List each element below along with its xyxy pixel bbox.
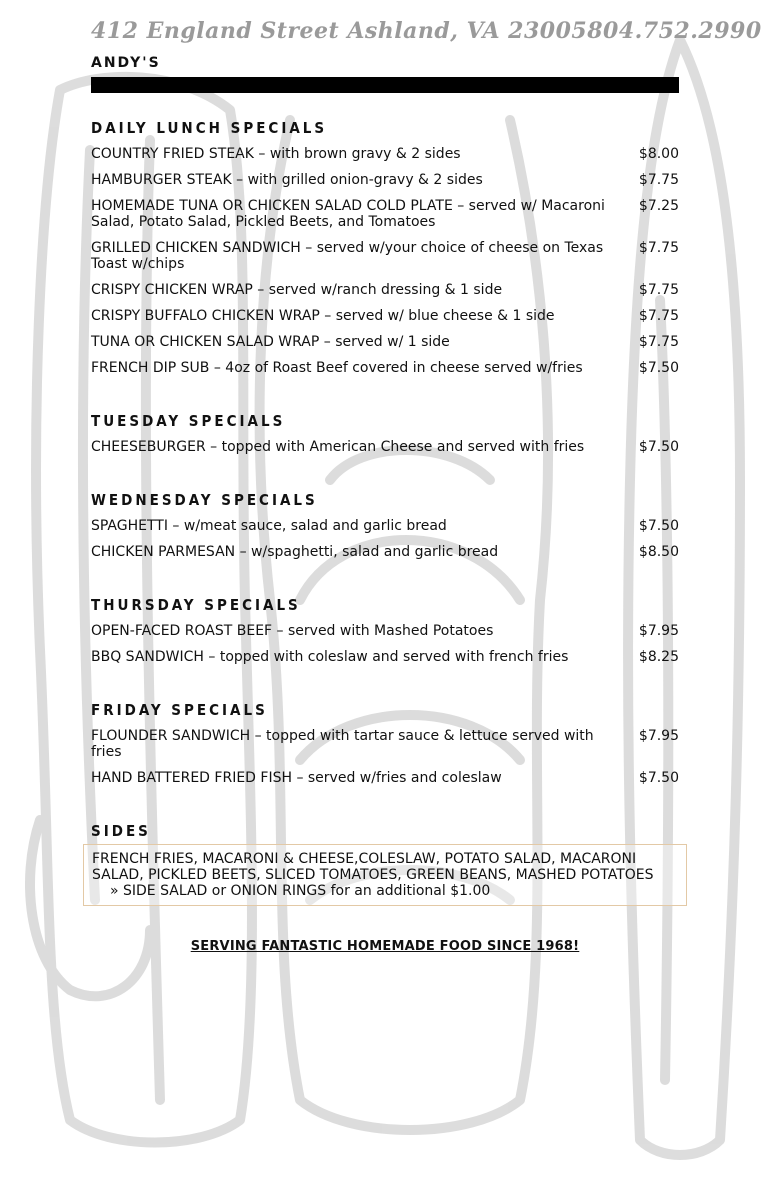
section-sides (91, 822, 679, 906)
item-description: HAND BATTERED FRIED FISH – served w/fries and coleslaw (91, 770, 502, 786)
section-title: TUESDAY SPECIALS (91, 412, 286, 430)
sides-box (83, 844, 687, 906)
item-price: $7.95 (638, 623, 679, 639)
footer-tagline: SERVING FANTASTIC HOMEMADE FOOD SINCE 1968! (190, 939, 580, 954)
item-price: $8.50 (638, 544, 679, 560)
item-description: SPAGHETTI – w/meat sauce, salad and garlic bread (91, 518, 447, 534)
item-description: GRILLED CHICKEN SANDWICH – served w/your choice of cheese on Texas Toast w/chips (91, 240, 604, 272)
item-price: $7.50 (638, 518, 679, 534)
menu-item (91, 770, 679, 786)
section-title: DAILY LUNCH SPECIALS (91, 119, 328, 137)
brand-name: ANDY'S (91, 55, 161, 71)
menu-item (91, 240, 679, 272)
section-daily-lunch (91, 119, 679, 376)
item-price: $7.75 (638, 172, 679, 188)
item-description: TUNA OR CHICKEN SALAD WRAP – served w/ 1 side (91, 334, 450, 350)
menu-item (91, 146, 679, 162)
menu-item (91, 360, 679, 376)
header-divider (91, 77, 679, 93)
item-description: BBQ SANDWICH – topped with coleslaw and served with french fries (91, 649, 569, 665)
item-description: CRISPY CHICKEN WRAP – served w/ranch dressing & 1 side (91, 282, 503, 298)
item-price: $7.50 (638, 360, 679, 376)
section-title: SIDES (91, 822, 151, 840)
item-price: $7.75 (638, 240, 679, 256)
menu-item (91, 439, 679, 455)
item-description: FRENCH DIP SUB – 4oz of Roast Beef covered in cheese served w/fries (91, 360, 583, 376)
item-price: $8.00 (638, 146, 679, 162)
menu-item (91, 544, 679, 560)
section-title: FRIDAY SPECIALS (91, 701, 268, 719)
item-description: CRISPY BUFFALO CHICKEN WRAP – served w/ blue cheese & 1 side (91, 308, 555, 324)
section-thursday (91, 596, 679, 665)
menu-item (91, 172, 679, 188)
section-tuesday (91, 412, 679, 455)
item-description: CHICKEN PARMESAN – w/spaghetti, salad and garlic bread (91, 544, 499, 560)
menu-item (91, 282, 679, 298)
section-friday (91, 701, 679, 786)
item-price: $7.75 (638, 308, 679, 324)
item-description: OPEN-FACED ROAST BEEF – served with Mashed Potatoes (91, 623, 494, 639)
item-description: HOMEMADE TUNA OR CHICKEN SALAD COLD PLATE – served w/ Macaroni Salad, Potato Salad, Pickled Beets, and Tomatoes (91, 198, 605, 230)
section-wednesday (91, 491, 679, 560)
phone-number[interactable]: 804.752.2990 (587, 18, 762, 44)
header-bar (91, 0, 762, 44)
menu-item (91, 728, 679, 760)
item-price: $8.25 (638, 649, 679, 665)
sides-list: FRENCH FRIES, MACARONI & CHEESE,COLESLAW, POTATO SALAD, MACARONI SALAD, PICKLED BEETS, SLICED TOMATOES, GREEN BEANS, MASHED POTATOES (92, 851, 654, 883)
item-price: $7.50 (638, 439, 679, 455)
menu-item (91, 623, 679, 639)
item-price: $7.75 (638, 282, 679, 298)
menu-item (91, 334, 679, 350)
item-price: $7.50 (638, 770, 679, 786)
item-price: $7.25 (638, 198, 679, 214)
menu-item (91, 649, 679, 665)
address-text: 412 England Street Ashland, VA 23005 (91, 18, 588, 44)
item-description: COUNTRY FRIED STEAK – with brown gravy & 2 sides (91, 146, 461, 162)
item-description: CHEESEBURGER – topped with American Cheese and served with fries (91, 439, 585, 455)
menu-item (91, 308, 679, 324)
menu-item (91, 198, 679, 230)
section-title: THURSDAY SPECIALS (91, 596, 301, 614)
item-price: $7.75 (638, 334, 679, 350)
item-description: FLOUNDER SANDWICH – topped with tartar sauce & lettuce served with fries (91, 728, 594, 760)
section-title: WEDNESDAY SPECIALS (91, 491, 318, 509)
item-price: $7.95 (638, 728, 679, 744)
sides-extra-note: » SIDE SALAD or ONION RINGS for an additional $1.00 (110, 883, 491, 899)
menu-item (91, 518, 679, 534)
item-description: HAMBURGER STEAK – with grilled onion-gravy & 2 sides (91, 172, 483, 188)
